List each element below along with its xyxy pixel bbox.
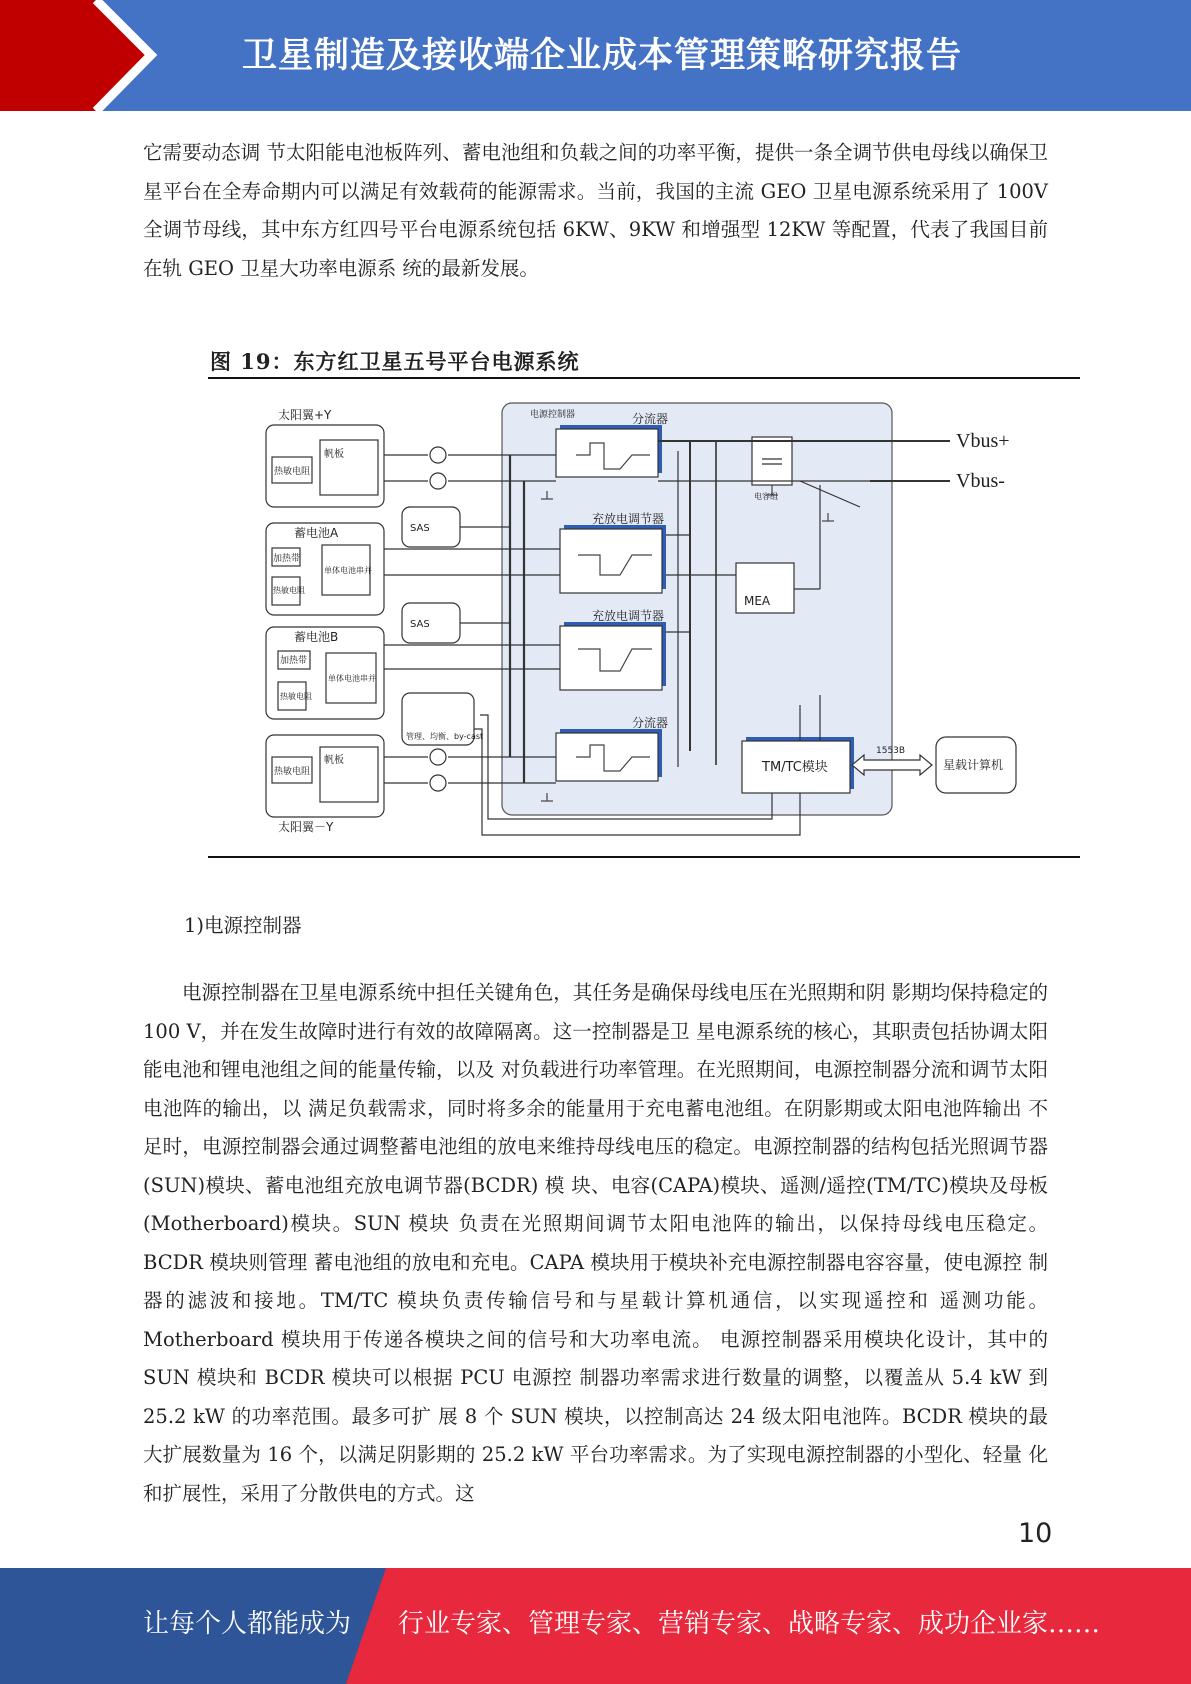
label-cells-b: 单体电池串并 [328, 674, 376, 683]
label-battery-a: 蓄电池A [294, 526, 339, 540]
label-solar-wing-pos: 太阳翼+Y [278, 408, 332, 422]
label-thermistor-b: 热敏电阻 [280, 692, 312, 701]
label-capacitor: 电容组 [754, 492, 778, 501]
report-title: 卫星制造及接收端企业成本管理策略研究报告 [242, 36, 963, 76]
label-tmtc: TM/TC模块 [762, 760, 828, 775]
label-vbus-pos: Vbus+ [956, 430, 1010, 452]
intro-paragraph: 它需要动态调 节太阳能电池板阵列、蓄电池组和负载之间的功率平衡，提供一条全调节供电母线以确保卫星平台在全寿命期内可以满足有效载荷的能源需求。当前，我国的主流 GEO 卫星电源系统采用了 100V 全调节母线，其中东方红四号平台电源系统包括 6KW、9KW 和增强型 12KW 等配置，代表了我国目前在轨 GEO 卫星大功率电源系 统的最新发展。 [143, 141, 1048, 280]
label-battery-b: 蓄电池B [294, 630, 339, 644]
body-paragraph: 电源控制器在卫星电源系统中担任关键角色，其任务是确保母线电压在光照期和阴 影期均保持稳定的 100 V，并在发生故障时进行有效的故障隔离。这一控制器是卫 星电源系统的核心，其职责包括协调太阳能电池和锂电池组之间的能量传输，以及 对负载进行功率管理。在光照期间，电源控制器分流和调节太阳电池阵的输出，以 满足负载需求，同时将多余的能量用于充电蓄电池组。在阴影期或太阳电池阵输出 不足时，电源控制器会通过调整蓄电池组的放电来维持母线电压的稳定。电源控制器的结构包括光照调节器(SUN)模块、蓄电池组充放电调节器(BCDR) 模 块、电容(CAPA)模块、遥测/遥控(TM/TC)模块及母板(Motherboard)模块。SUN 模块 负责在光照期间调节太阳电池阵的输出，以保持母线电压稳定。BCDR 模块则管理 蓄电池组的放电和充电。CAPA 模块用于模块补充电源控制器电容容量，使电源控 制器的滤波和接地。TM/TC 模块负责传输信号和与星载计算机通信，以实现遥控和 遥测功能。Motherboard 模块用于传递各模块之间的信号和大功率电流。 电源控制器采用模块化设计，其中的 SUN 模块和 BCDR 模块可以根据 PCU 电源控 制器功率需求进行数量的调整，以覆盖从 5.4 kW 到 25.2 kW 的功率范围。最多可扩 展 8 个 SUN 模块，以控制高达 24 级太阳电池阵。BCDR 模块的最大扩展数量为 16 个，以满足阴影期的 25.2 kW 平台功率需求。为了实现电源控制器的小型化、轻量 化和扩展性，采用了分散供电的方式。这 [143, 981, 1048, 1505]
label-heater-a: 加热带 [273, 554, 301, 564]
label-1553b: 1553B [876, 746, 906, 756]
label-heater-b: 加热带 [280, 656, 308, 666]
label-sas-1: SAS [410, 523, 430, 534]
footer-slogan-left: 让每个人都能成为 [143, 1609, 352, 1639]
label-solar-wing-neg: 太阳翼－Y [278, 820, 334, 834]
label-thermistor-2: 热敏电阻 [274, 767, 311, 777]
label-bypass: 管理、均衡、by-cast [406, 732, 484, 741]
label-panel-1: 帆板 [324, 449, 344, 460]
label-shunt-2: 分流器 [632, 716, 669, 730]
page-number: 10 [1018, 1518, 1053, 1549]
label-sas-2: SAS [410, 619, 430, 630]
label-panel-2: 帆板 [324, 755, 344, 766]
label-shunt-1: 分流器 [632, 412, 669, 426]
power-system-diagram [260, 395, 1040, 851]
figure-caption: 图 19：东方红卫星五号平台电源系统 [210, 349, 580, 374]
label-controller: 电源控制器 [530, 410, 576, 420]
label-thermistor-1: 热敏电阻 [274, 467, 311, 477]
label-bcdr-1: 充放电调节器 [592, 512, 665, 526]
section-heading: 1)电源控制器 [184, 914, 302, 937]
label-cells-a: 单体电池串并 [324, 566, 372, 575]
label-bcdr-2: 充放电调节器 [592, 609, 665, 623]
label-mea: MEA [744, 594, 771, 608]
footer-band [0, 1568, 1191, 1684]
figure-top-rule [208, 377, 1080, 379]
header-band [0, 0, 1191, 111]
footer-slogan-right: 行业专家、管理专家、营销专家、战略专家、成功企业家…… [398, 1609, 1101, 1639]
label-vbus-neg: Vbus- [956, 470, 1005, 492]
label-thermistor-a: 热敏电阻 [273, 586, 305, 595]
figure-bottom-rule [208, 856, 1080, 858]
label-onboard-computer: 星载计算机 [943, 758, 1004, 772]
